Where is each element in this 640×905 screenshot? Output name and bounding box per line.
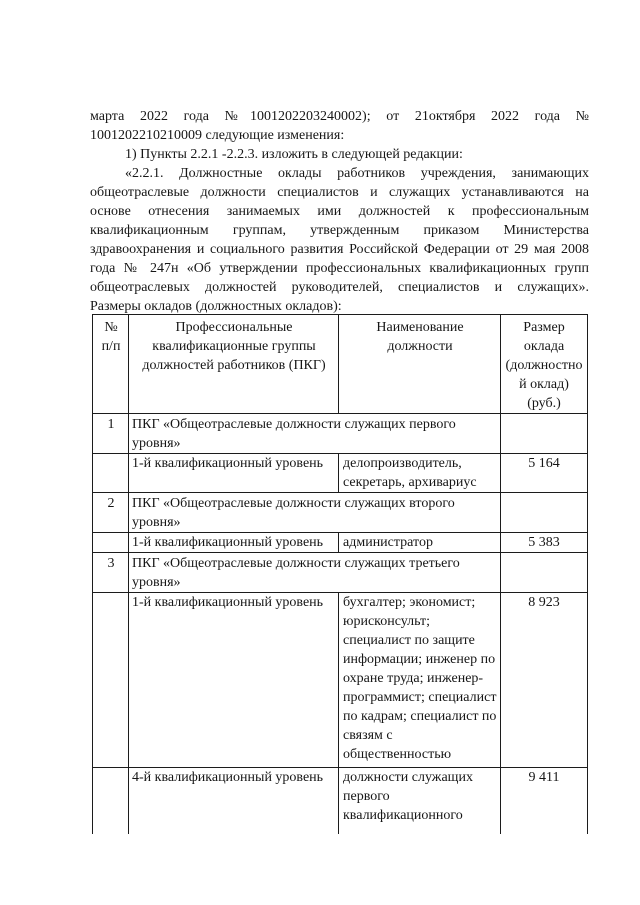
salary-value <box>501 593 588 768</box>
position-line: администратор <box>343 535 433 550</box>
header-salary-line: оклада <box>523 339 565 354</box>
header-salary-line: й оклад) <box>519 377 569 392</box>
header-group-line: Профессиональные <box>175 320 293 335</box>
header-salary-line: (должностно <box>505 358 583 373</box>
group-title <box>129 553 501 593</box>
header-number <box>93 315 129 414</box>
group-row <box>93 493 588 533</box>
level-name <box>129 768 339 834</box>
intro-line: 1001202210210009 следующие изменения: <box>90 128 345 143</box>
salary-value-text: 8 923 <box>528 595 560 610</box>
level-name-text: 1-й квалификационный уровень <box>132 456 324 471</box>
empty-cell <box>501 553 588 593</box>
header-salary-line: (руб.) <box>527 396 561 411</box>
salary-value <box>501 533 588 553</box>
group-row <box>93 553 588 593</box>
header-position-line: Наименование <box>376 320 464 335</box>
clause-line: квалификационным группам, утвержденным приказом Министерства <box>90 223 589 238</box>
header-group-line: квалификационные группы <box>152 339 316 354</box>
level-name <box>129 593 339 768</box>
body-text <box>90 107 589 316</box>
empty-cell <box>93 533 129 553</box>
header-group <box>129 315 339 414</box>
clause-line: основе отнесения занимаемых ими должностей к профессиональным <box>90 204 589 219</box>
position-line: специалист по защите <box>343 633 475 648</box>
header-position-line: должности <box>387 339 453 354</box>
header-salary-line: Размер <box>523 320 565 335</box>
level-name-text: 1-й квалификационный уровень <box>132 595 324 610</box>
salary-value <box>501 454 588 493</box>
position-line: первого <box>343 789 390 804</box>
level-name-text: 4-й квалификационный уровень <box>132 770 324 785</box>
header-position <box>339 315 501 414</box>
group-title-line: ПКГ «Общеотраслевые должности служащих первого <box>132 417 456 432</box>
salary-value-text: 9 411 <box>528 770 560 785</box>
level-row <box>93 593 588 768</box>
position-line: общественностью <box>343 747 452 762</box>
group-title-line: уровня» <box>132 575 181 590</box>
salary-value-text: 5 164 <box>528 456 560 471</box>
header-number-line: п/п <box>101 339 121 354</box>
position-line: юрисконсульт; <box>343 614 431 629</box>
level-row <box>93 533 588 553</box>
empty-cell <box>93 593 129 768</box>
group-title-line: ПКГ «Общеотраслевые должности служащих третьего <box>132 556 460 571</box>
group-number-text: 1 <box>107 417 115 432</box>
group-number-text: 2 <box>107 496 115 511</box>
positions-cell <box>339 533 501 553</box>
position-line: бухгалтер; экономист; <box>343 595 476 610</box>
empty-cell <box>501 493 588 533</box>
group-number-text: 3 <box>107 556 115 571</box>
group-row <box>93 414 588 454</box>
level-name <box>129 454 339 493</box>
group-number <box>93 414 129 454</box>
empty-cell <box>93 768 129 834</box>
clause-line: общеотраслевые должности специалистов и служащих устанавливаются на <box>90 185 589 200</box>
position-line: охране труда; инженер- <box>343 671 484 686</box>
group-title-line: уровня» <box>132 515 181 530</box>
header-number-line: № <box>104 320 118 335</box>
group-title-line: ПКГ «Общеотраслевые должности служащих второго <box>132 496 455 511</box>
clause-line: года № 247н «Об утверждении профессиональных квалификационных групп <box>90 261 589 276</box>
table-header-row <box>93 315 588 414</box>
group-title <box>129 414 501 454</box>
level-row <box>93 768 588 834</box>
empty-cell <box>501 414 588 454</box>
intro-line: марта 2022 года №1001202203240002); от 21октября 2022 года № <box>90 109 589 124</box>
group-title <box>129 493 501 533</box>
group-number <box>93 493 129 533</box>
level-name-text: 1-й квалификационный уровень <box>132 535 324 550</box>
clause-line: общеотраслевых должностей руководителей, специалистов и служащих». <box>90 280 589 295</box>
position-line: должности служащих <box>343 770 473 785</box>
positions-cell <box>339 768 501 834</box>
position-line: информации; инженер по <box>343 652 496 667</box>
position-line: делопроизводитель, <box>343 456 462 471</box>
position-line: квалификационного <box>343 808 463 823</box>
group-number <box>93 553 129 593</box>
positions-cell <box>339 454 501 493</box>
group-title-line: уровня» <box>132 436 181 451</box>
salary-value-text: 5 383 <box>528 535 560 550</box>
empty-cell <box>93 454 129 493</box>
level-row <box>93 454 588 493</box>
level-name <box>129 533 339 553</box>
salary-caption: Размеры окладов (должностных окладов): <box>90 299 342 314</box>
clause-line: здравоохранения и социального развития Российской Федерации от 29 мая 2008 <box>90 242 589 257</box>
amendment-item: 1) Пункты 2.2.1 -2.2.3. изложить в следующей редакции: <box>125 147 463 162</box>
header-group-line: должностей работников (ПКГ) <box>142 358 326 373</box>
clause-line: «2.2.1. Должностные оклады работников учреждения, занимающих <box>125 166 589 181</box>
position-line: программист; специалист <box>343 690 497 705</box>
positions-cell <box>339 593 501 768</box>
position-line: связям с <box>343 728 393 743</box>
salary-table <box>92 314 588 834</box>
position-line: секретарь, архивариус <box>343 475 477 490</box>
header-salary <box>501 315 588 414</box>
position-line: по кадрам; специалист по <box>343 709 497 724</box>
salary-value <box>501 768 588 834</box>
